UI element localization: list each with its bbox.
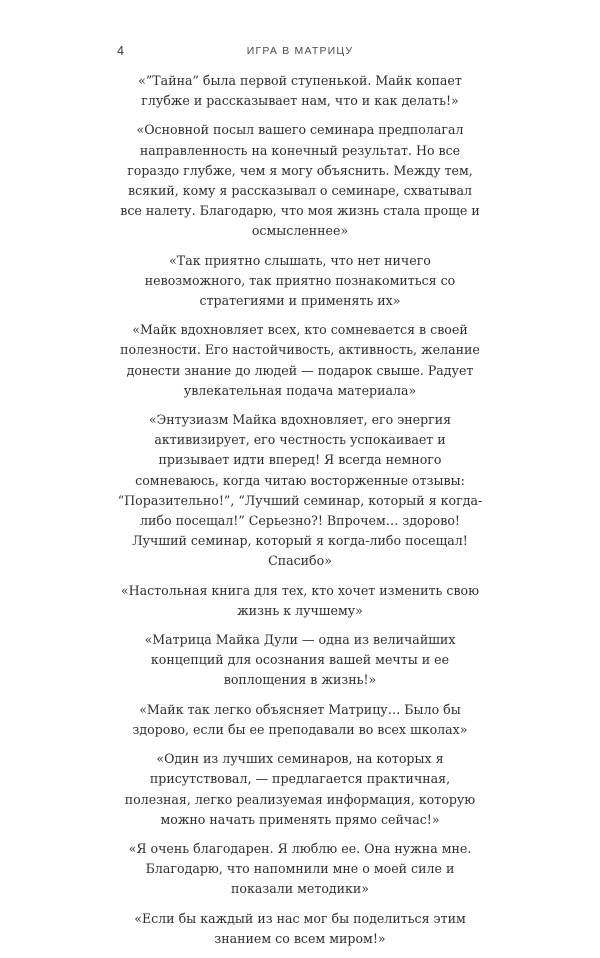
- testimonial-quote: «Основной посыл вашего семинара предполагал направленность на конечный результат. Но все гораздо глубже, чем я могу объяснить. Между тем, всякий, кому я рассказывал о семинаре, схватывал все налету. Благодарю, что моя жизнь стала проще и осмысленнее»: [120, 122, 480, 239]
- testimonial-quote: «Я очень благодарен. Я люблю ее. Она нужна мне. Благодарю, что напомнили мне о моей силе и показали методики»: [128, 840, 472, 897]
- testimonials-list: [117, 71, 483, 958]
- testimonial-quote: «Так приятно слышать, что нет ничего невозможного, так приятно познакомиться со стратегиями и применять их»: [144, 252, 456, 309]
- testimonial-quote: «Матрица Майка Дули — одна из величайших концепций для осознания вашей мечты и ее воплощения в жизнь!»: [144, 632, 456, 688]
- testimonial-quote: «Энтузиазм Майка вдохновляет, его энергия активизирует, его честность успокаивает и призывает идти вперед! Я всегда немного сомневаюсь, когда читаю восторженные отзывы: “Поразительно!”, “Лучший семинар, который я когда-либо посещал!” Серьезно?! Впрочем… здорово! Лучший семинар, который я когда-либо посещал! Спасибо»: [117, 412, 483, 569]
- testimonial-quote: «”Тайна” была первой ступенькой. Майк копает глубже и рассказывает нам, что и как делать!»: [138, 73, 462, 109]
- testimonial-quote: «Один из лучших семинаров, на которых я присутствовал, — предлагается практичная, полезная, легко реализуемая информация, которую можно начать применять прямо сейчас!»: [124, 751, 476, 827]
- testimonial-quote: «Если бы каждый из нас мог бы поделиться этим знанием со всем миром!»: [134, 910, 466, 946]
- testimonial-quote: «Майк так легко объясняет Матрицу… Было бы здорово, если бы ее преподавали во всех школах»: [132, 701, 468, 737]
- testimonial-quote: «Настольная книга для тех, кто хочет изменить свою жизнь к лучшему»: [120, 582, 480, 618]
- page-number: 4: [117, 44, 125, 58]
- page-header: [117, 44, 483, 62]
- testimonial-quote: «Майк вдохновляет всех, кто сомневается в своей полезности. Его настойчивость, активность, желание донести знание до людей — подарок свыше. Радует увлекательная подача материала»: [120, 322, 480, 398]
- running-title: ИГРА В МАТРИЦУ: [246, 45, 354, 57]
